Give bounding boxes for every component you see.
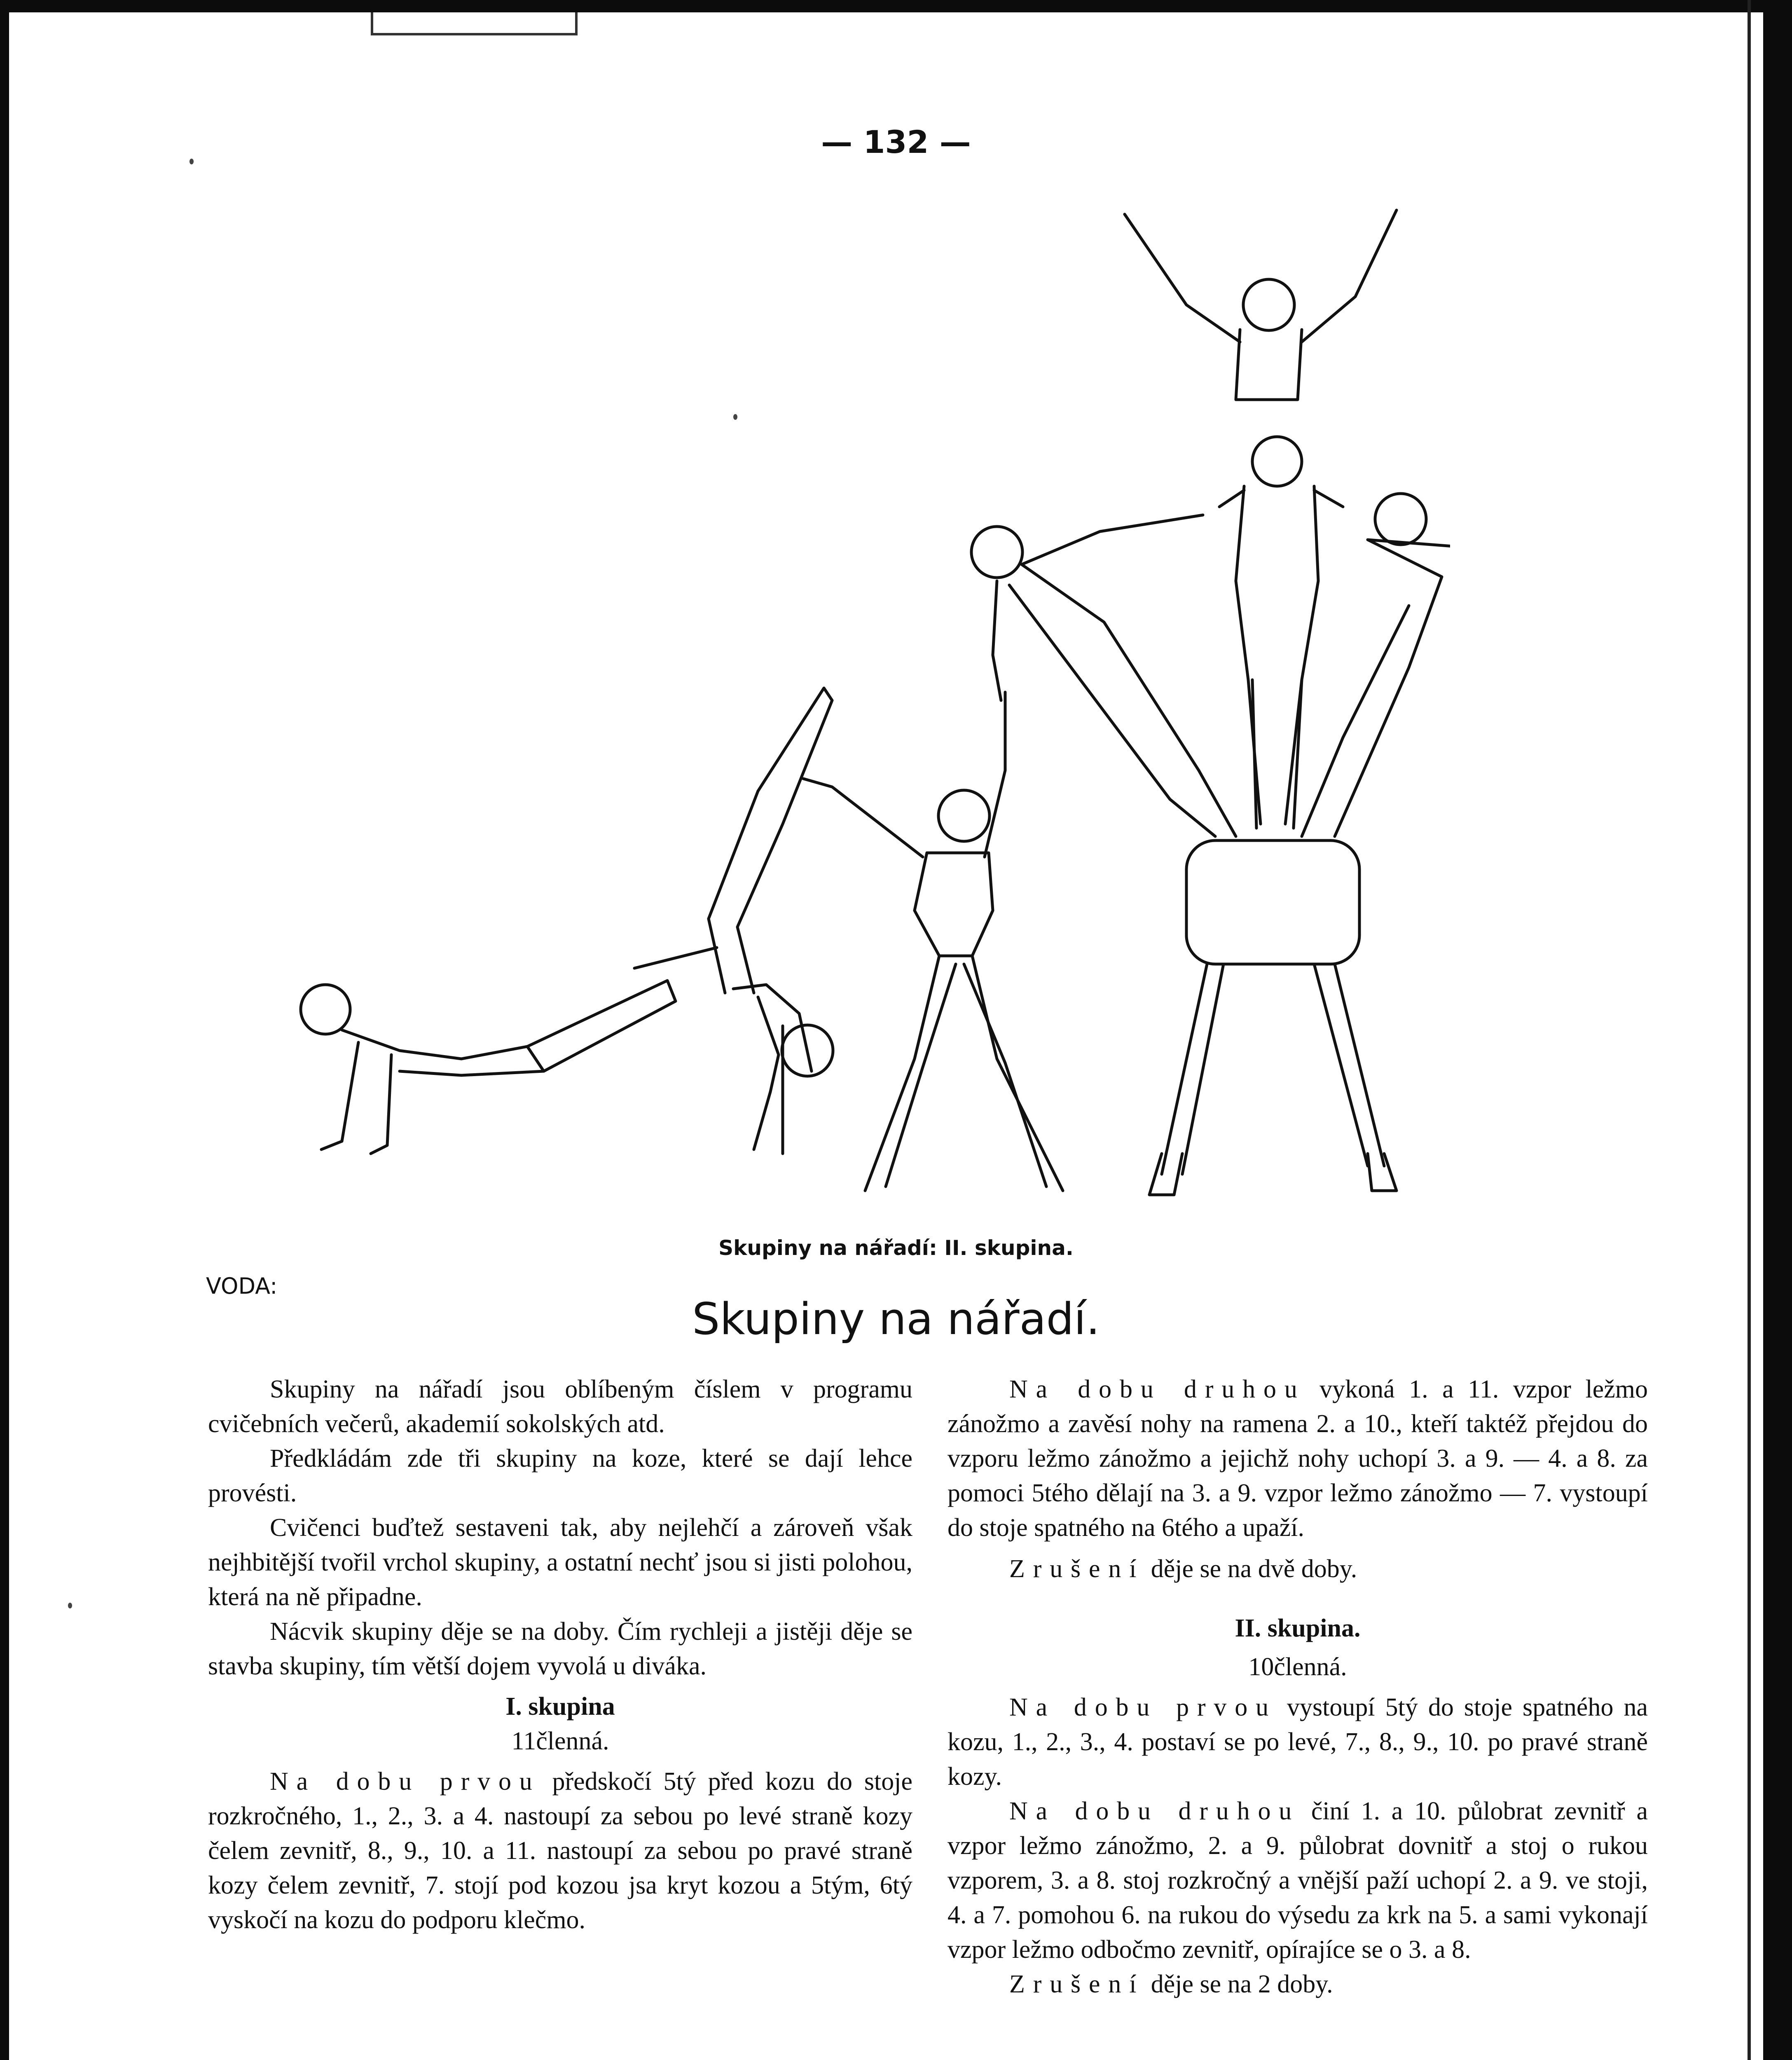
spaced-lead: Na dobu druhou [1009,1797,1300,1825]
section-heading: Skupiny na nářadí. [692,1294,1100,1344]
paragraph-text: předskočí 5tý před kozu do stoje rozkročného, 1., 2., 3. a 4. nastoupí za sebou po levé straně kozy čelem zevnitř, 8., 9., 10. a 11. nastoupí za sebou po pravé straně kozy čelem zevnitř, 7. stojí pod kozou jsa kryt kozou a 5tým, 6tý vyskočí na kozu do podporu klečmo. [208,1767,913,1934]
scan-border-left [0,0,9,2060]
group-title: II. skupina. [1235,1614,1361,1642]
paragraph [947,1372,1648,1545]
scan-speck [68,1603,72,1608]
paragraph: Cvičenci buďtež sestaveni tak, aby nejlehčí a zároveň však nejhbitější tvořil vrchol skupiny, a ostatní nechť jsou si jisti polohou, která na ně připadne. [208,1514,912,1611]
paragraph-text: děje se na 2 doby. [1144,1970,1333,1998]
paragraph [947,1967,1648,2001]
paragraph: Nácvik skupiny děje se na doby. Čím rychleji a jistěji děje se stavba skupiny, tím větší dojem vyvolá u diváka. [208,1618,912,1680]
paragraph [947,1690,1648,1794]
marginal-label: VODA: [206,1273,278,1299]
left-column [208,1372,912,1937]
paragraph: Skupiny na nářadí jsou oblíbeným číslem v programu cvičebních večerů, akademií sokolských atd. [208,1375,912,1438]
spaced-lead: Na dobu prvou [270,1767,540,1795]
group-member-count: 10členná. [1248,1653,1347,1681]
scan-edge-line [1748,0,1751,2060]
paragraph-text: činí 1. a 10. půlobrat zevnitř a vzpor ležmo zánožmo, 2. a 9. půlobrat dovnitř a stoj o rukou vzporem, 3. a 8. stoj rozkročný a vnější paží uchopí 2. a 9. ve stoji, 4. a 7. pomohou 6. na rukou do výsedu za krk na 5. a sami vykonají vzpor ležmo odbočmo zevnitř, opírajíce se o 3. a 8. [947,1797,1648,1964]
spaced-lead: Zrušení [1009,1970,1145,1998]
spaced-lead: Zrušení [1009,1555,1145,1583]
figure-straddle-stand [803,692,1063,1191]
spaced-lead: Na dobu prvou [1009,1693,1277,1721]
paragraph [208,1764,912,1937]
spaced-lead: Na dobu druhou [1009,1375,1305,1403]
paragraph-text: vykoná 1. a 11. vzpor ležmo zánožmo a zavěsí nohy na ramena 2. a 10., kteří taktéž přejdou do vzporu ležmo zánožmo a jejichž nohy uchopí 3. a 9. — 4. a 8. za pomoci 5tého dělají na 3. a 9. vzpor ležmo zánožmo — 7. vystoupí do stoje spatného na 6tého a upaží. [947,1375,1648,1542]
scan-border-right [1763,0,1792,2060]
paragraph: Předkládám zde tři skupiny na koze, které se dají lehce provésti. [208,1444,912,1507]
right-column [947,1372,1648,2001]
figure-caption: Skupiny na nářadí: II. skupina. [718,1236,1074,1260]
pommel-horse [1149,840,1397,1195]
figure-lean-left [971,515,1236,836]
paragraph-text: vystoupí 5tý do stoje spatného na kozu, 1., 2., 3., 4. postaví se po levé, 7., 8., 9., 10. po pravé straně kozy. [947,1693,1648,1791]
paragraph [947,1552,1648,1586]
figure-top-arms-raised [1125,210,1397,400]
group-member-count: 11členná. [511,1727,609,1755]
figure-lean-right [1302,494,1450,836]
scan-border-top [0,0,1792,12]
scan-artifact [371,12,578,35]
figure-handstand-split [634,688,833,1154]
figure-plank [301,981,676,1154]
paragraph [947,1794,1648,1967]
figure-centre-base [1219,437,1343,828]
group-title: I. skupina [505,1692,615,1721]
paragraph-text: děje se na dvě doby. [1144,1555,1357,1583]
gymnastics-group-illustration [297,194,1450,1215]
page-number: — 132 — [821,124,971,160]
